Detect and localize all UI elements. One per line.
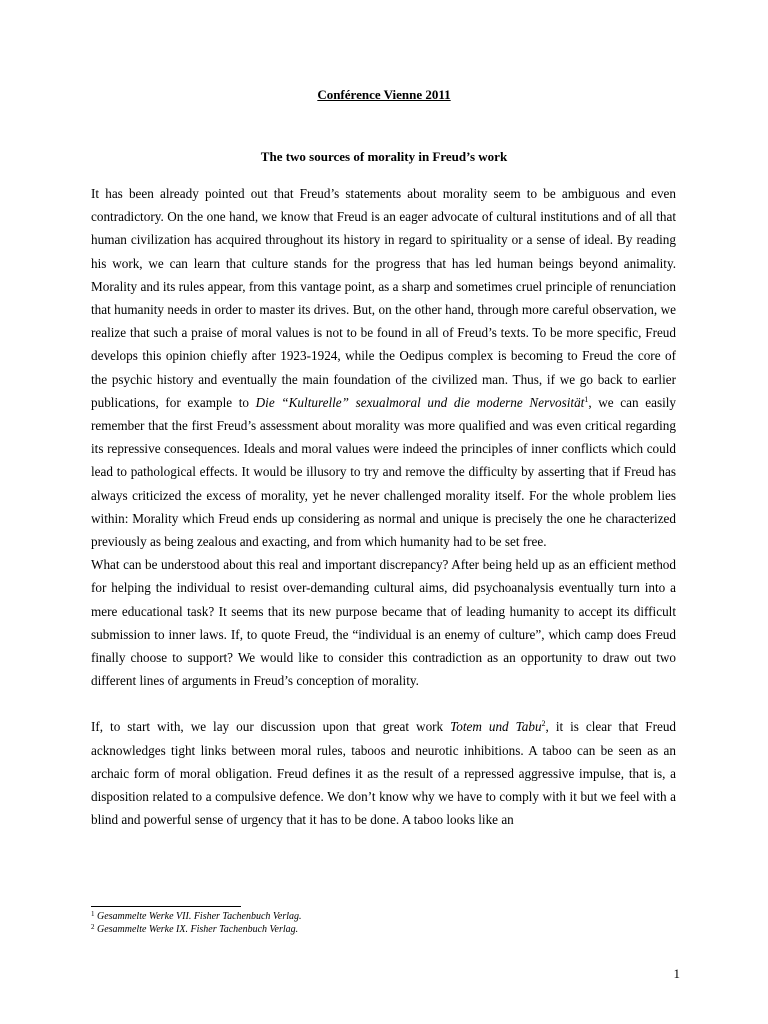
footnote-1-text: Gesammelte Werke VII. Fisher Tachenbuch Verlag.: [97, 911, 302, 922]
cited-title-totem: Totem und Tabu: [450, 719, 542, 735]
paragraph-3-part-b: , it is clear that Freud acknowledges tight links between moral rules, taboos and neurotic inhibitions. A taboo can be seen as an archaic form of moral obligation. Freud defines it as the result of a repressed aggressive impulse, that is, a disposition related to a compulsive defence. We don’t know why we have to comply with it but we feel with a blind and powerful sense of urgency that it has to be done. A taboo looks like an: [91, 719, 677, 828]
paper-title: The two sources of morality in Freud’s work: [260, 149, 508, 164]
paragraph-1: [91, 182, 676, 553]
paragraph-3: [91, 715, 676, 831]
paragraph-2: What can be understood about this real and important discrepancy? After being held up as an efficient method for helping the individual to resist over-demanding cultural aims, did psychoanalysis eventually turn into a mere educational task? It seems that its new purpose became that of leading humanity to accept its difficult submission to inner laws. If, to quote Freud, the “individual is an enemy of culture”, which camp does Freud finally choose to support? We would like to consider this contradiction as an opportunity to draw out two different lines of arguments in Freud’s conception of morality.: [91, 557, 676, 689]
footnote-2-text: Gesammelte Werke IX. Fisher Tachenbuch Verlag.: [97, 924, 299, 935]
body-text: [91, 182, 676, 831]
footnote-separator: [91, 906, 241, 907]
footnote-2: [91, 923, 676, 936]
paragraph-1-part-a: It has been already pointed out that Freud’s statements about morality seem to be ambiguous and even contradictory. On the one hand, we know that Freud is an eager advocate of cultural institutions and of all that human civilization has acquired throughout its history in regard to spirituality or a sense of ideal. By reading his work, we can learn that culture stands for the progress that has led human beings beyond animality. Morality and its rules appear, from this vantage point, as a sharp and sometimes cruel principle of renunciation that humanity needs in order to master its drives. But, on the other hand, through more careful observation, we realize that such a praise of moral values is not to be found in all of Freud’s texts. To be more specific, Freud develops this opinion chiefly after 1923-1924, while the Oedipus complex is becoming to Freud the core of the psychic history and eventually the main foundation of the civilized man. Thus, if we go back to earlier publications, for example to: [91, 186, 676, 410]
footnote-2-number: 2: [91, 923, 95, 931]
footnote-ref-2: 2: [541, 719, 546, 729]
footnote-1: [91, 910, 676, 923]
footnotes: [91, 910, 676, 936]
footnote-ref-1: 1: [584, 394, 589, 404]
footnote-1-number: 1: [91, 910, 95, 918]
cited-title-kulturelle: Die “Kulturelle” sexualmoral und die moderne Nervosität: [255, 394, 585, 410]
conference-header: Conférence Vienne 2011: [317, 87, 451, 102]
paragraph-1-part-b: , we can easily remember that the first Freud’s assessment about morality was more qualified and was even critical regarding its repressive consequences. Ideals and moral values were indeed the principles of inner conflicts which could lead to pathological effects. It would be illusory to try and remove the difficulty by asserting that if Freud has always criticized the excess of morality, yet he never challenged morality itself. For the whole problem lies within: Morality which Freud ends up considering as normal and unique is precisely the one he characterized previously as being zealous and exacting, and from which humanity had to be set free.: [91, 394, 676, 550]
paragraph-3-part-a: If, to start with, we lay our discussion upon that great work: [91, 719, 451, 735]
page-number: 1: [673, 966, 680, 981]
